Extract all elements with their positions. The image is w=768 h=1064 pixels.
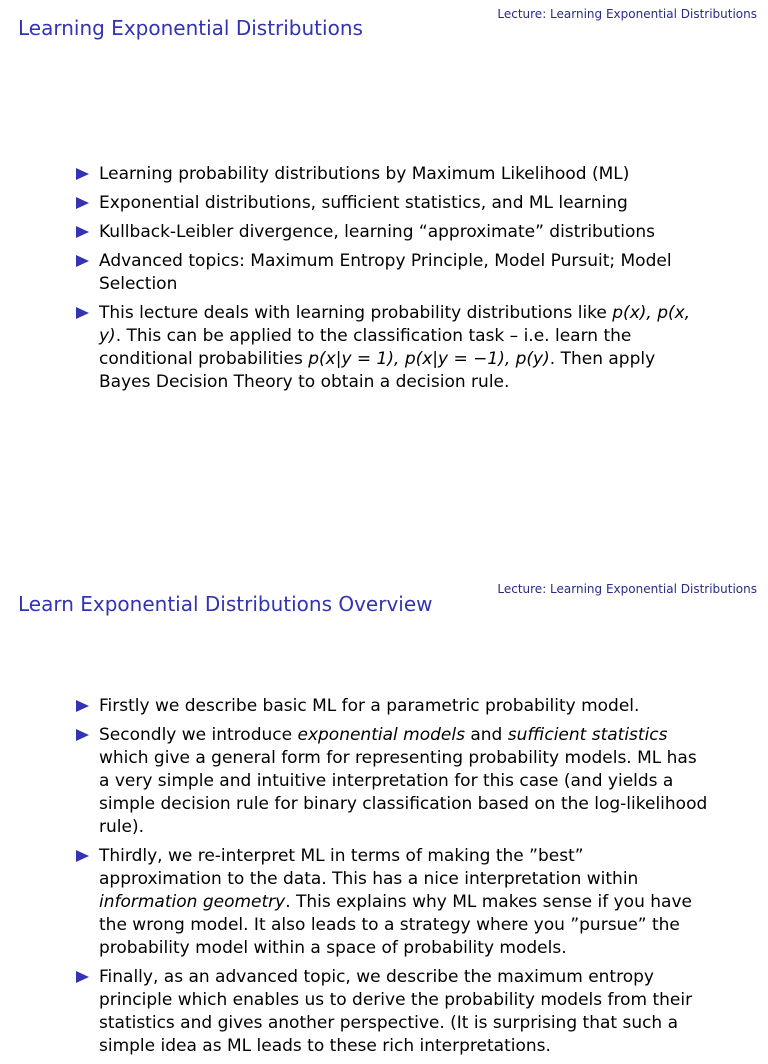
bullet-item bbox=[76, 221, 708, 244]
text-segment: . Then apply Bayes Decision Theory to obtain a decision rule. bbox=[99, 349, 656, 392]
triangle-bullet-icon bbox=[76, 729, 89, 741]
triangle-bullet-icon bbox=[76, 971, 89, 983]
text-segment: which give a general form for representing probability models. ML has a very simple and intuitive interpretation for this case (and yields a simple decision rule for binary classification based on the log-likelihood rule). bbox=[99, 748, 708, 837]
slide-header: Lecture: Learning Exponential Distributions bbox=[497, 582, 757, 596]
slide-overview bbox=[0, 575, 768, 1056]
bullet-list bbox=[76, 163, 708, 400]
triangle-bullet-icon bbox=[76, 700, 89, 712]
text-segment: Secondly we introduce bbox=[99, 725, 298, 745]
bullet-item bbox=[76, 695, 708, 718]
text-segment: . This can be applied to the classification task – i.e. learn the conditional probabilities bbox=[99, 326, 632, 369]
bullet-text bbox=[99, 725, 707, 837]
triangle-bullet-icon bbox=[76, 255, 89, 267]
bullet-text: Finally, as an advanced topic, we describe the maximum entropy principle which enables us to derive the probability models from their statistics and gives another perspective. (It is surprising that such a simple idea as ML leads to these rich interpretations. bbox=[99, 967, 693, 1056]
bullet-list bbox=[76, 695, 708, 1064]
bullet-text bbox=[99, 846, 692, 958]
math-expression: p(x), p(x, y) bbox=[99, 303, 691, 346]
bullet-text: Kullback-Leibler divergence, learning “approximate” distributions bbox=[99, 222, 656, 242]
bullet-text bbox=[99, 303, 690, 392]
triangle-bullet-icon bbox=[76, 307, 89, 319]
emphasis: information geometry bbox=[99, 892, 286, 912]
bullet-text: Firstly we describe basic ML for a parametric probability model. bbox=[99, 696, 640, 716]
bullet-item bbox=[76, 966, 708, 1058]
slide-title: Learn Exponential Distributions Overview bbox=[18, 592, 433, 616]
bullet-item bbox=[76, 250, 708, 296]
bullet-item bbox=[76, 163, 708, 186]
bullet-item bbox=[76, 724, 708, 839]
bullet-text: Learning probability distributions by Maximum Likelihood (ML) bbox=[99, 164, 630, 184]
emphasis: exponential models bbox=[297, 725, 465, 745]
bullet-text: Advanced topics: Maximum Entropy Principle, Model Pursuit; Model Selection bbox=[99, 251, 672, 294]
text-segment: This lecture deals with learning probability distributions like bbox=[99, 303, 613, 323]
triangle-bullet-icon bbox=[76, 850, 89, 862]
triangle-bullet-icon bbox=[76, 197, 89, 209]
triangle-bullet-icon bbox=[76, 226, 89, 238]
emphasis: sufficient statistics bbox=[507, 725, 668, 745]
text-segment: Thirdly, we re-interpret ML in terms of making the ”best” approximation to the data. This has a nice interpretation within bbox=[99, 846, 639, 889]
slide-header: Lecture: Learning Exponential Distributions bbox=[497, 7, 757, 21]
triangle-bullet-icon bbox=[76, 168, 89, 180]
bullet-item bbox=[76, 845, 708, 960]
text-segment: . This explains why ML makes sense if you have the wrong model. It also leads to a strategy where you ”pursue” the probability model within a space of probability models. bbox=[99, 892, 692, 958]
slide-title: Learning Exponential Distributions bbox=[18, 16, 363, 40]
math-expression: p(x|y = 1), p(x|y = −1), p(y) bbox=[308, 349, 550, 369]
text-segment: and bbox=[464, 725, 508, 745]
bullet-item bbox=[76, 302, 708, 394]
bullet-text: Exponential distributions, sufficient statistics, and ML learning bbox=[99, 193, 628, 213]
bullet-item bbox=[76, 192, 708, 215]
